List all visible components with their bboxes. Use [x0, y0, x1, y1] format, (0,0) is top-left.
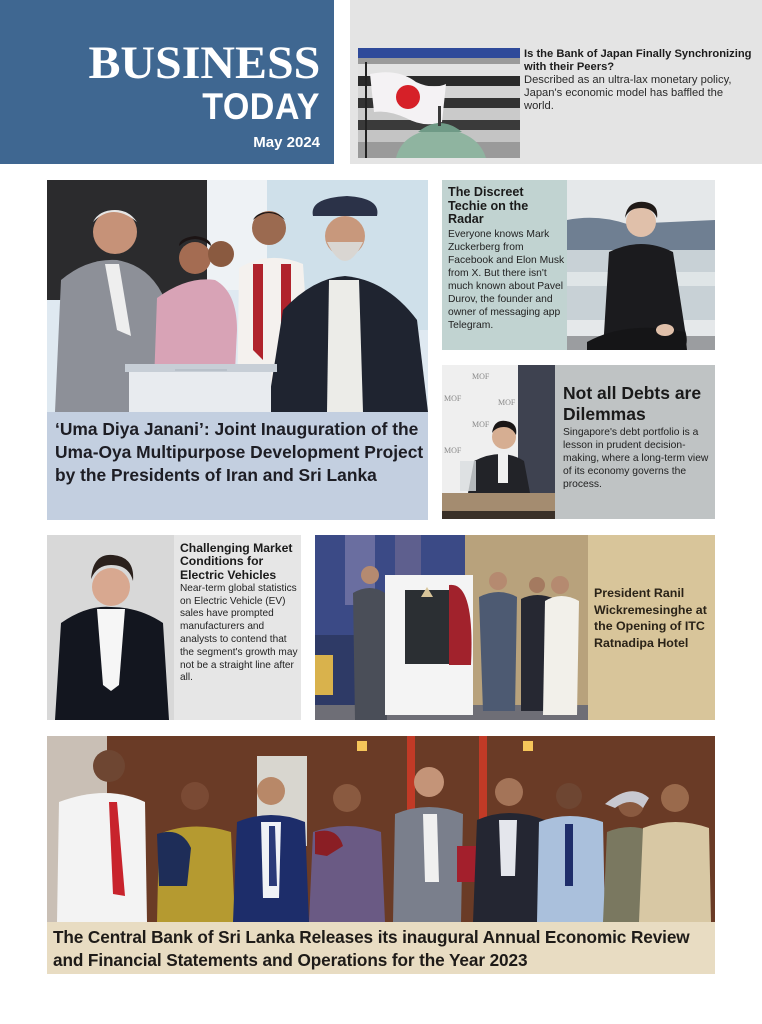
story-card-uma-oya[interactable]	[47, 180, 428, 520]
central-bank-group-photo	[47, 736, 715, 922]
story-card-pavel-durov[interactable]	[442, 180, 715, 350]
svg-text:MOF: MOF	[444, 394, 462, 403]
story-description: Everyone knows Mark Zuckerberg from Facebook and Elon Musk from X. But there isn't much known about Pavel Durov, the founder and owner of messaging app Telegram.	[448, 228, 565, 331]
story-title: ‘Uma Diya Janani’: Joint Inauguration of the Uma-Oya Multipurpose Development Project by the Presidents of Iran and Sri Lanka	[55, 419, 424, 485]
story-card-bank-of-japan[interactable]	[350, 0, 762, 164]
story-card-singapore-debt[interactable]	[442, 365, 715, 519]
story-text	[524, 48, 756, 113]
story-title: Not all Debts are Dilemmas	[563, 383, 702, 424]
svg-text:MOF: MOF	[472, 420, 490, 429]
durov-portrait-photo	[567, 180, 715, 350]
story-title: Is the Bank of Japan Finally Synchronizing with their Peers?	[524, 48, 752, 73]
story-description: Singapore's debt portfolio is a lesson in prudent decision-making, where a long-term view of its economy governs the process.	[563, 427, 709, 490]
masthead	[0, 0, 334, 164]
story-description: Described as an ultra-lax monetary policy, Japan's economic model has baffled the world.	[524, 74, 732, 112]
inauguration-photo	[47, 180, 428, 412]
plaque-unveiling-photo	[315, 535, 588, 720]
svg-text:MOF: MOF	[498, 398, 516, 407]
story-description: Near-term global statistics on Electric Vehicle (EV) sales have prompted manufacturers and analysts to contend that the segment's growth may not be a straight line after all.	[180, 582, 298, 684]
story-title: The Central Bank of Sri Lanka Releases its inaugural Annual Economic Review and Financial Statements and Operations for the Year 2023	[53, 927, 690, 970]
story-title: President Ranil Wickremesinghe at the Opening of ITC Ratnadipa Hotel	[594, 586, 707, 650]
story-title: Challenging Market Conditions for Electric Vehicles	[180, 541, 293, 582]
mof-press-photo	[442, 365, 555, 519]
story-text	[180, 542, 300, 685]
story-title: The Discreet Techie on the Radar	[448, 185, 529, 226]
issue-date: May 2024	[253, 134, 320, 151]
elon-musk-portrait-photo	[47, 535, 174, 720]
story-text	[448, 186, 566, 332]
svg-text:MOF: MOF	[472, 372, 490, 381]
story-card-central-bank[interactable]	[47, 736, 715, 974]
masthead-title-today: TODAY	[202, 86, 320, 127]
japan-flag-photo	[358, 48, 520, 158]
masthead-title-business: BUSINESS	[88, 37, 320, 89]
story-card-electric-vehicles[interactable]	[47, 535, 301, 720]
svg-text:MOF: MOF	[444, 446, 462, 455]
story-card-itc-ratnadipa[interactable]	[315, 535, 715, 720]
story-text	[563, 383, 713, 491]
